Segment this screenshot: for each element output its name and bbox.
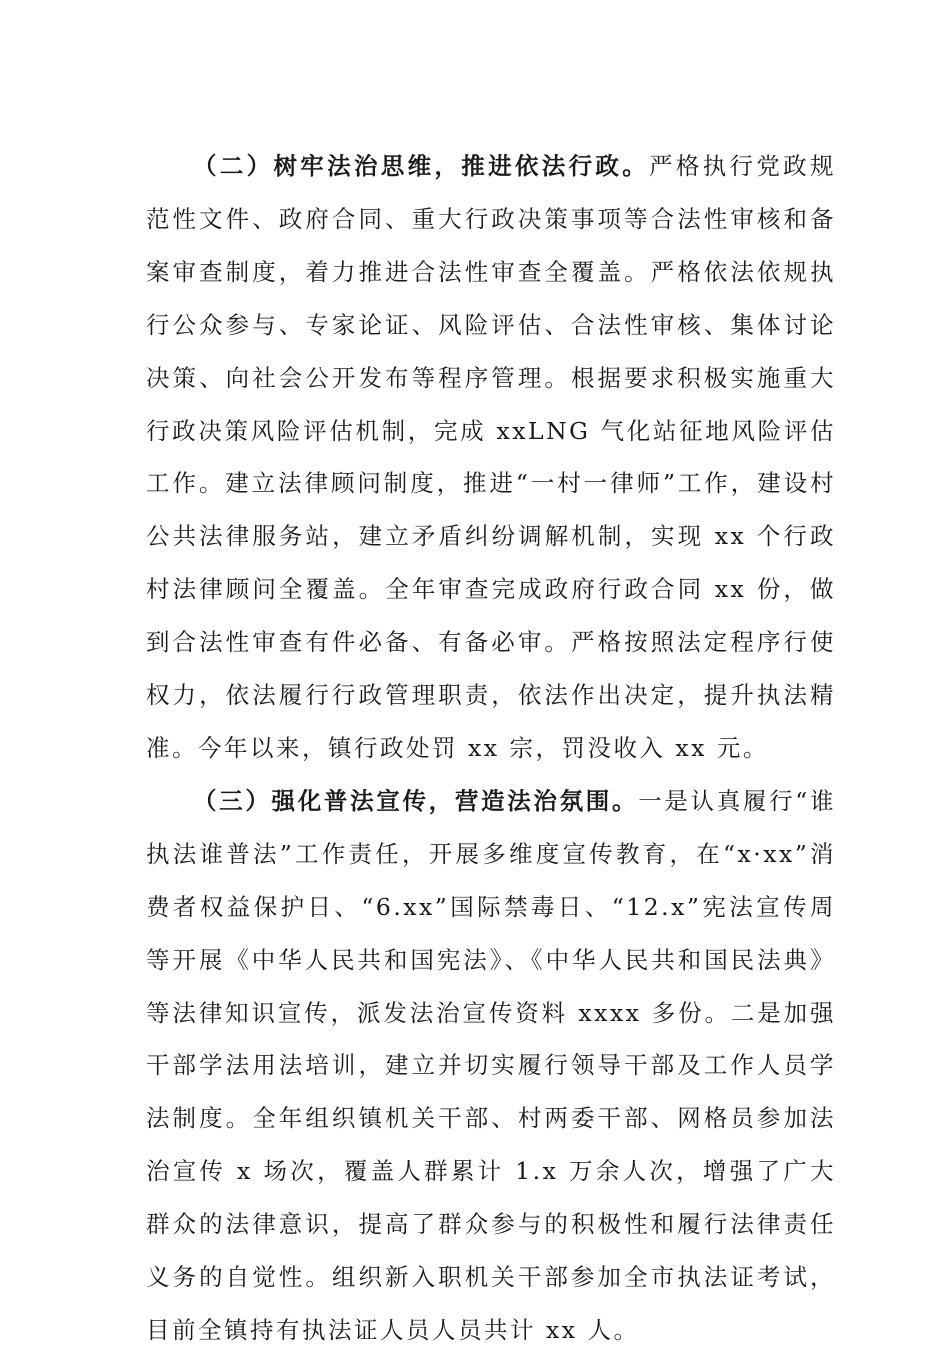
section-two-heading: （二）树牢法治思维，推进依法行政。 [193,152,650,180]
section-three-heading: （三）强化普法宣传，营造法治氛围。 [193,786,639,815]
paragraph-section-three [146,775,836,1357]
paragraph-section-two [146,140,836,775]
document-body [146,140,836,1357]
section-three-body: 一是认真履行“谁执法谁普法”工作责任，开展多维度宣传教育，在“x·xx”消费者权益保护日、“6.xx”国际禁毒日、“12.x”宪法宣传周等开展《中华人民共和国宪法》、《中华人民共和国民法典》等法律知识宣传，派发法治宣传资料 xxxx 多份。二是加强干部学法用法培训，建立并切实履行领导干部及工作人员学法制度。全年组织镇机关干部、村两委干部、网格员参加法治宣传 x 场次，覆盖人群累计 1.x 万余人次，增强了广大群众的法律意识，提高了群众参与的积极性和履行法律责任义务的自觉性。组织新入职机关干部参加全市执法证考试，目前全镇持有执法证人员人员共计 xx 人。 [146,786,837,1344]
section-two-body: 严格执行党政规范性文件、政府合同、重大行政决策事项等合法性审核和备案审查制度，着力推进合法性审查全覆盖。严格依法依规执行公众参与、专家论证、风险评估、合法性审核、集体讨论决策、向社会公开发布等程序管理。根据要求积极实施重大行政决策风险评估机制，完成 xxLNG 气化站征地风险评估工作。建立法律顾问制度，推进“一村一律师”工作，建设村公共法律服务站，建立矛盾纠纷调解机制，实现 xx 个行政村法律顾问全覆盖。全年审查完成政府行政合同 xx 份，做到合法性审查有件必备、有备必审。严格按照法定程序行使权力，依法履行行政管理职责，依法作出决定，提升执法精准。今年以来，镇行政处罚 xx 宗，罚没收入 xx 元。 [146,152,837,762]
